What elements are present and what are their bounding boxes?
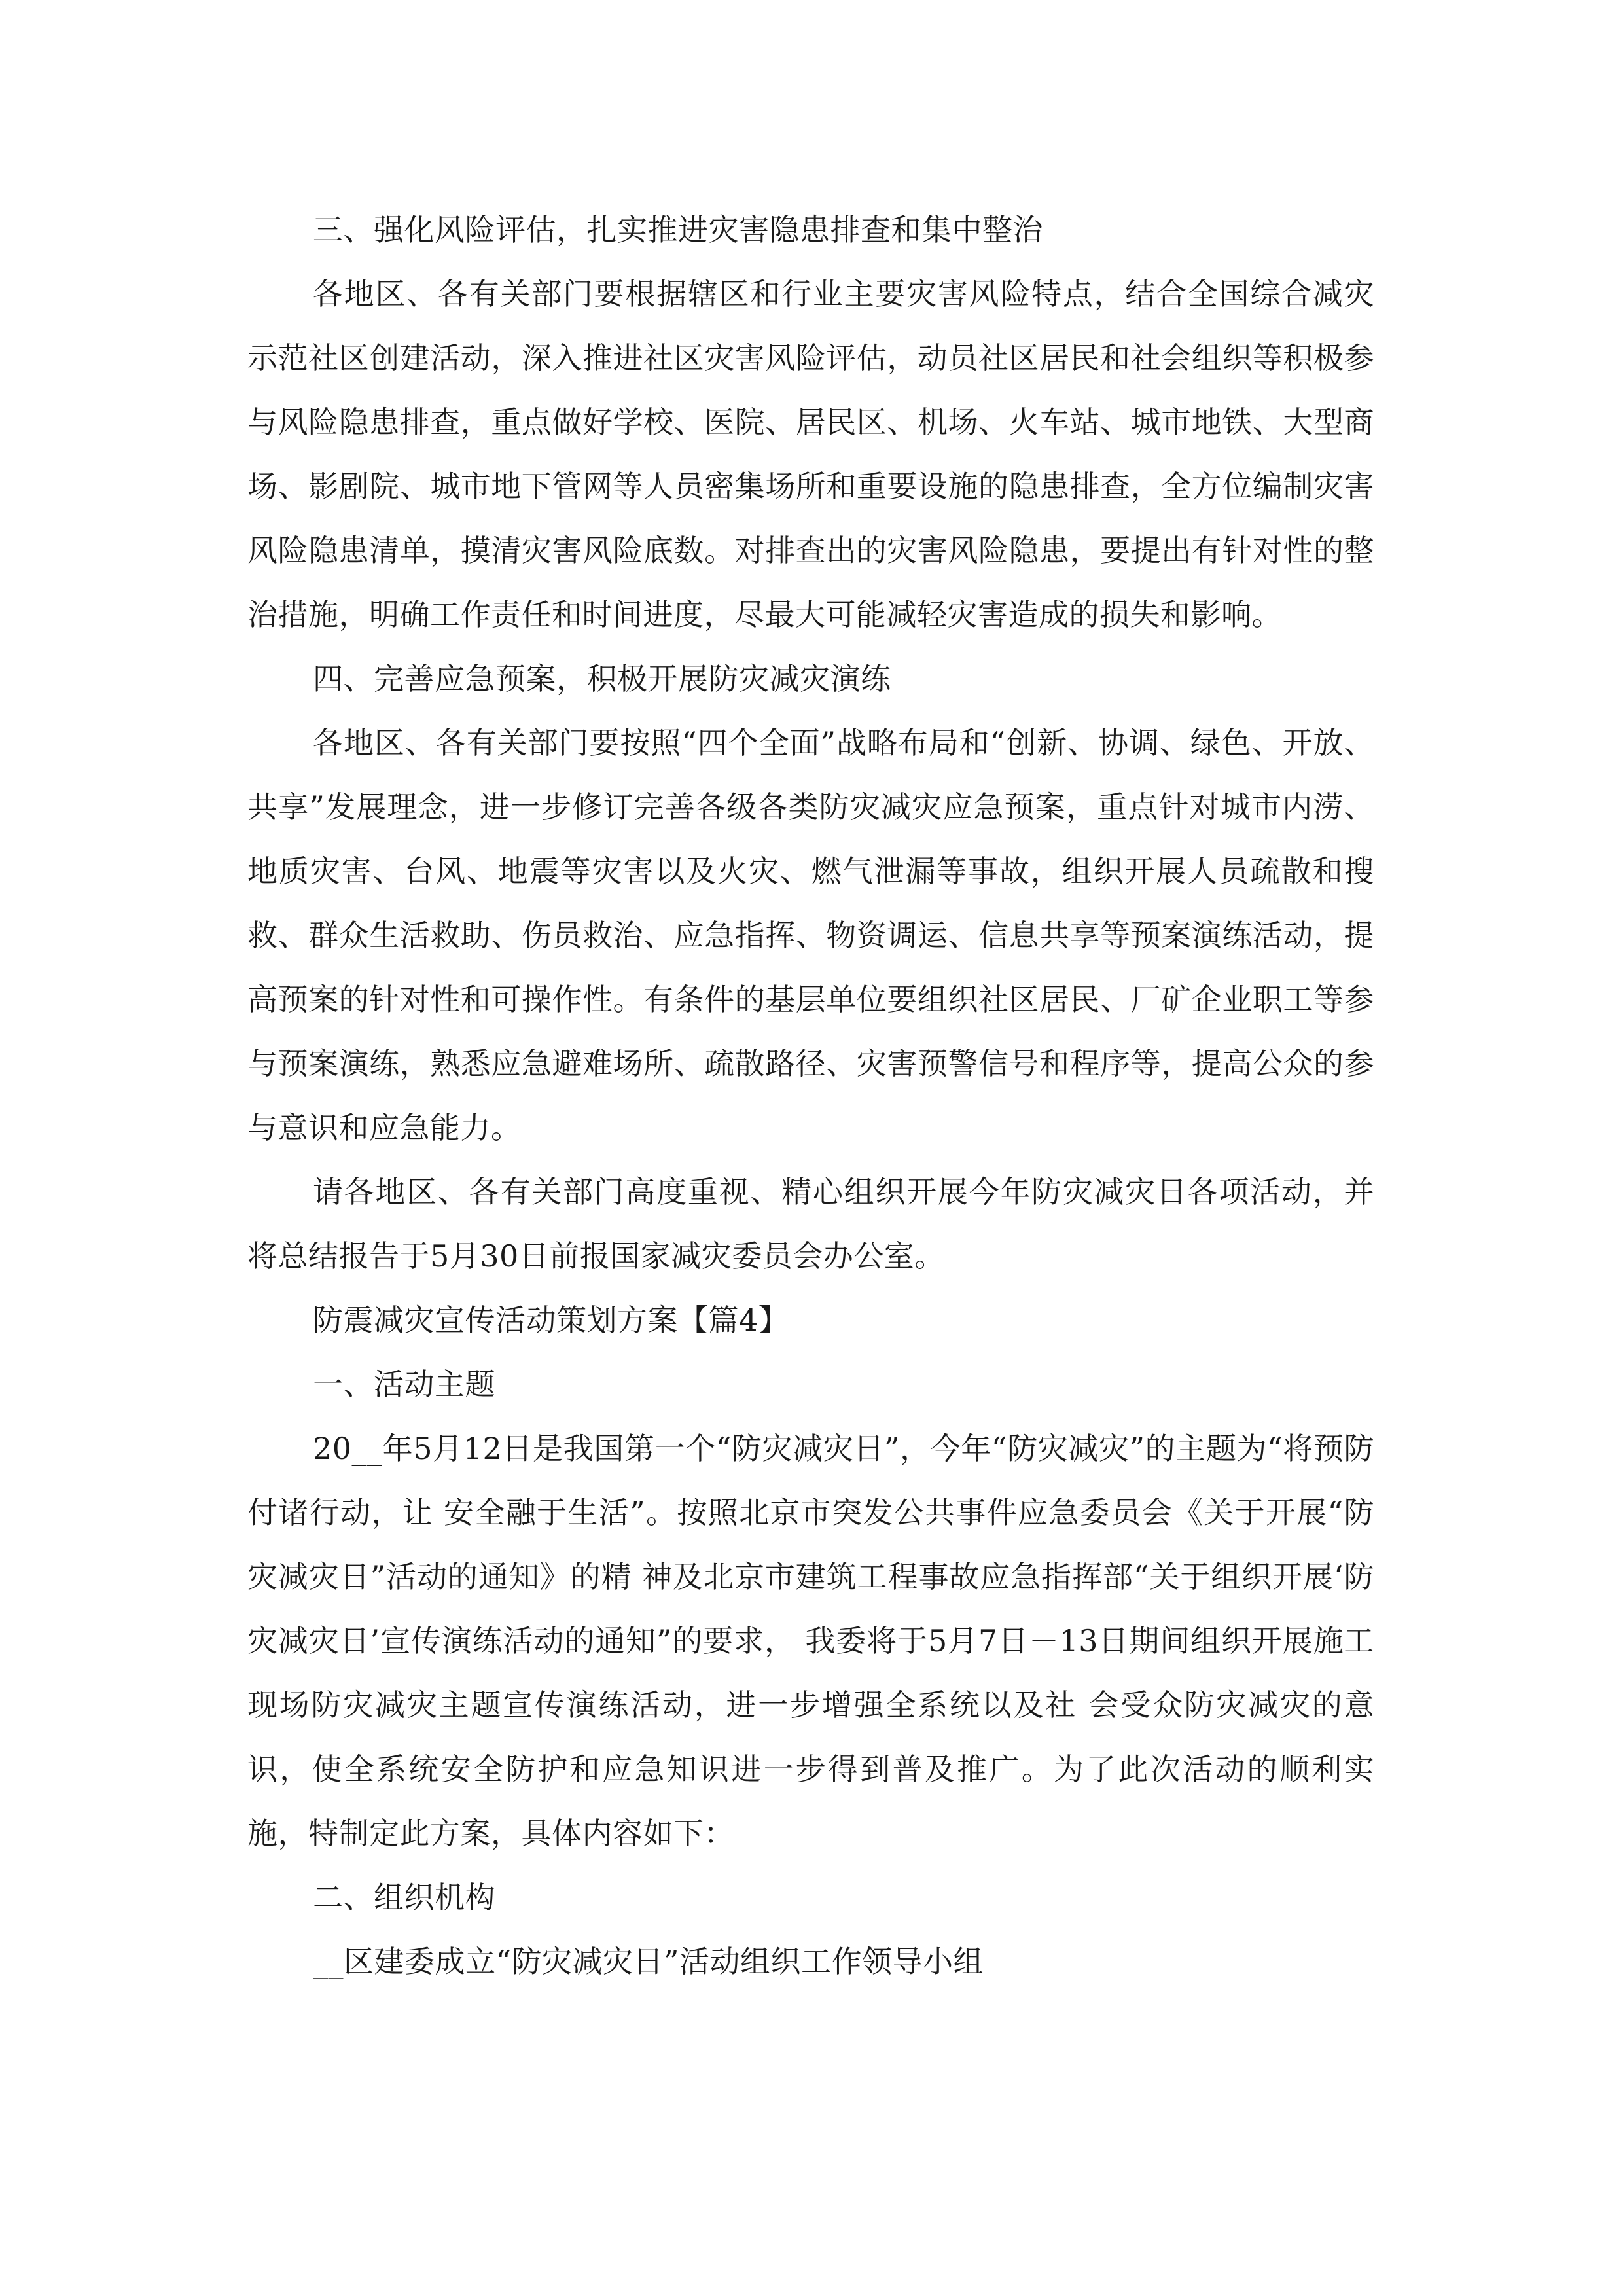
section4-paragraph: 各地区、各有关部门要按照“四个全面”战略布局和“创新、协调、绿色、开放、共享”发展理念，进一步修订完善各级各类防灾减灾应急预案，重点针对城市内涝、地质灾害、台风、地震等灾害以及火灾、燃气泄漏等事故，组织开展人员疏散和搜救、群众生活救助、伤员救治、应急指挥、物资调运、信息共享等预案演练活动，提高预案的针对性和可操作性。有条件的基层单位要组织社区居民、厂矿企业职工等参与预案演练，熟悉应急避难场所、疏散路径、灾害预警信号和程序等，提高公众的参与意识和应急能力。: [247, 725, 1374, 1145]
document-body: [247, 198, 1374, 1994]
section3-heading: 三、强化风险评估，扎实推进灾害隐患排查和集中整治: [313, 212, 1043, 247]
plan-section1-heading: 一、活动主题: [313, 1367, 495, 1402]
plan-title: 防震减灾宣传活动策划方案【篇4】: [313, 1302, 789, 1338]
closing-paragraph: 请各地区、各有关部门高度重视、精心组织开展今年防灾减灾日各项活动，并将总结报告于5月30日前报国家减灾委员会办公室。: [247, 1174, 1374, 1274]
section4-heading: 四、完善应急预案，积极开展防灾减灾演练: [313, 661, 891, 696]
plan-section1-paragraph: 20__年5月12日是我国第一个“防灾减灾日”，今年“防灾减灾”的主题为“将预防付诸行动，让 安全融于生活”。按照北京市突发公共事件应急委员会《关于开展“防灾减灾日”活动的通知》的精 神及北京市建筑工程事故应急指挥部“关于组织开展‘防灾减灾日’宣传演练活动的通知”的要求， 我委将于5月7日－13日期间组织开展施工现场防灾减灾主题宣传演练活动，进一步增强全系统以及社 会受众防灾减灾的意识，使全系统安全防护和应急知识进一步得到普及推广。为了此次活动的顺利实 施，特制定此方案，具体内容如下：: [247, 1431, 1374, 1851]
plan-section2-heading: 二、组织机构: [313, 1880, 495, 1915]
section3-paragraph: 各地区、各有关部门要根据辖区和行业主要灾害风险特点，结合全国综合减灾示范社区创建活动，深入推进社区灾害风险评估，动员社区居民和社会组织等积极参与风险隐患排查，重点做好学校、医院、居民区、机场、火车站、城市地铁、大型商场、影剧院、城市地下管网等人员密集场所和重要设施的隐患排查，全方位编制灾害风险隐患清单，摸清灾害风险底数。对排查出的灾害风险隐患，要提出有针对性的整治措施，明确工作责任和时间进度，尽最大可能减轻灾害造成的损失和影响。: [247, 276, 1374, 632]
plan-section2-paragraph: __区建委成立“防灾减灾日”活动组织工作领导小组: [313, 1944, 984, 1979]
